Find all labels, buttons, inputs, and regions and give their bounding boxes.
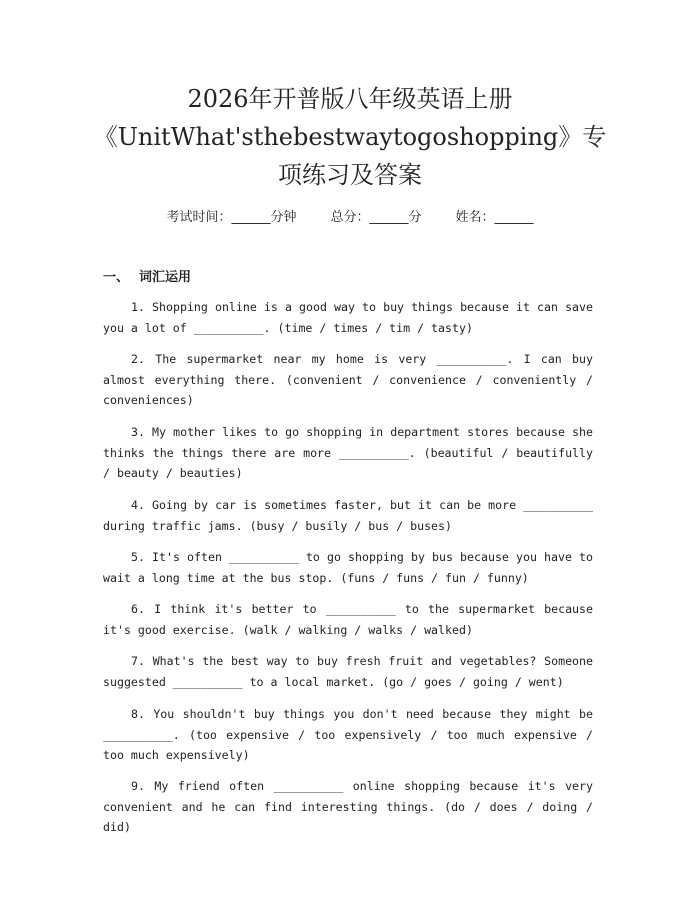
student-name: 姓名：______ [455, 210, 534, 225]
question-item: 7. What's the best way to buy fresh fruit and vegetables? Someone suggested __________ to a local market. (go / goes / going / went) [103, 654, 593, 689]
exam-time: 考试时间：______分钟 [166, 210, 297, 225]
question-item: 3. My mother likes to go shopping in department stores because she thinks the things there are more __________. (beautiful / beautifully / beauty / beauties) [103, 425, 593, 480]
document-title-line-2: 《UnitWhat'sthebestwaytogoshopping》专 [93, 123, 607, 151]
section-heading [103, 266, 191, 285]
question-item: 8. You shouldn't buy things you don't need because they might be __________. (too expensive / too expensively / too much expensive / too much expensively) [103, 707, 593, 762]
question-item: 6. I think it's better to __________ to the supermarket because it's good exercise. (walk / walking / walks / walked) [103, 602, 593, 637]
total-score: 总分：______分 [330, 210, 422, 225]
document-title-line-3: 项练习及答案 [278, 161, 422, 189]
question-item: 2. The supermarket near my home is very __________. I can buy almost everything there. (convenient / convenience / conveniently / conveniences) [103, 352, 593, 407]
section-title: 词汇运用 [139, 270, 192, 285]
section-number: 一、 [103, 270, 130, 285]
question-item: 5. It's often __________ to go shopping by bus because you have to wait a long time at the bus stop. (funs / funs / fun / funny) [103, 550, 593, 585]
document-title-line-1: 2026年开普版八年级英语上册 [187, 85, 513, 113]
question-item: 4. Going by car is sometimes faster, but it can be more __________ during traffic jams. (busy / busily / bus / buses) [103, 498, 593, 533]
question-item: 9. My friend often __________ online shopping because it's very convenient and he can find interesting things. (do / does / doing / did) [103, 779, 593, 834]
question-item: 1. Shopping online is a good way to buy things because it can save you a lot of __________. (time / times / tim / tasty) [103, 300, 593, 335]
exam-info-line [0, 206, 700, 225]
